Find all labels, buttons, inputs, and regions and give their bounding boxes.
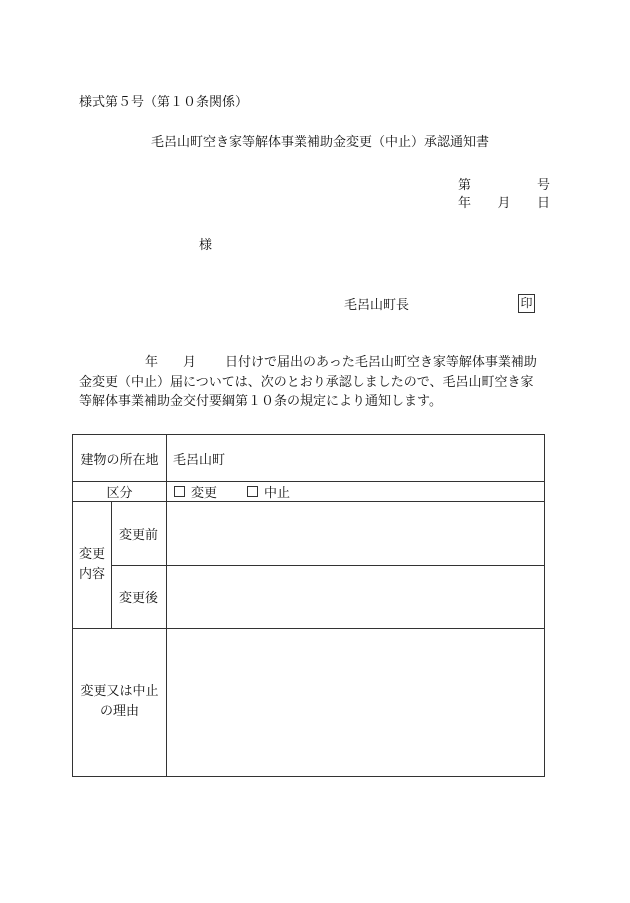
change-content-label-1: 変更: [78, 546, 105, 562]
body-line-2: 金変更（中止）届については、次のとおり承認しましたので、毛呂山町空き家: [79, 374, 534, 390]
notice-table: [72, 434, 545, 777]
doc-number-go: 号: [536, 178, 550, 193]
form-number: 様式第５号（第１０条関係）: [79, 95, 249, 110]
reason-label-1: 変更又は中止: [80, 684, 159, 699]
body-day-text: 日付けで届出のあった毛呂山町空き家等解体事業補助: [225, 355, 537, 370]
document-number-row: [458, 177, 550, 195]
option-change-label: 変更: [191, 485, 218, 501]
change-content-label: [73, 501, 111, 628]
option-stop-label: 中止: [264, 485, 291, 501]
reason-label-2: の理由: [99, 704, 139, 719]
notice-body: [79, 353, 551, 412]
change-content-label-2: 内容: [78, 566, 105, 582]
checkbox-change[interactable]: [174, 486, 185, 497]
body-year: 年: [145, 355, 159, 370]
seal-mark: 印: [518, 294, 535, 313]
reason-label: [73, 628, 166, 776]
location-value: 毛呂山町: [173, 452, 226, 468]
before-label: 変更前: [118, 527, 158, 543]
date-row: [458, 195, 550, 213]
reason-value[interactable]: [167, 629, 544, 776]
location-label: 建物の所在地: [80, 452, 159, 468]
category-label: 区分: [106, 485, 133, 501]
date-year: 年: [458, 196, 472, 211]
category-options: [174, 481, 290, 501]
body-month: 月: [183, 355, 197, 370]
before-value[interactable]: [167, 502, 544, 565]
after-value[interactable]: [167, 566, 544, 628]
issuer-name: 毛呂山町長: [344, 298, 410, 313]
date-month: 月: [497, 196, 511, 211]
body-line-3: 等解体事業補助金交付要綱第１０条の規定により通知します。: [79, 394, 442, 409]
date-day: 日: [536, 196, 550, 211]
after-label: 変更後: [118, 591, 158, 606]
body-line-1: [79, 353, 551, 373]
document-title: 毛呂山町空き家等解体事業補助金変更（中止）承認通知書: [150, 135, 489, 150]
doc-number-dai: 第: [458, 178, 472, 193]
addressee-honorific: 様: [199, 238, 213, 253]
checkbox-stop[interactable]: [247, 486, 258, 497]
